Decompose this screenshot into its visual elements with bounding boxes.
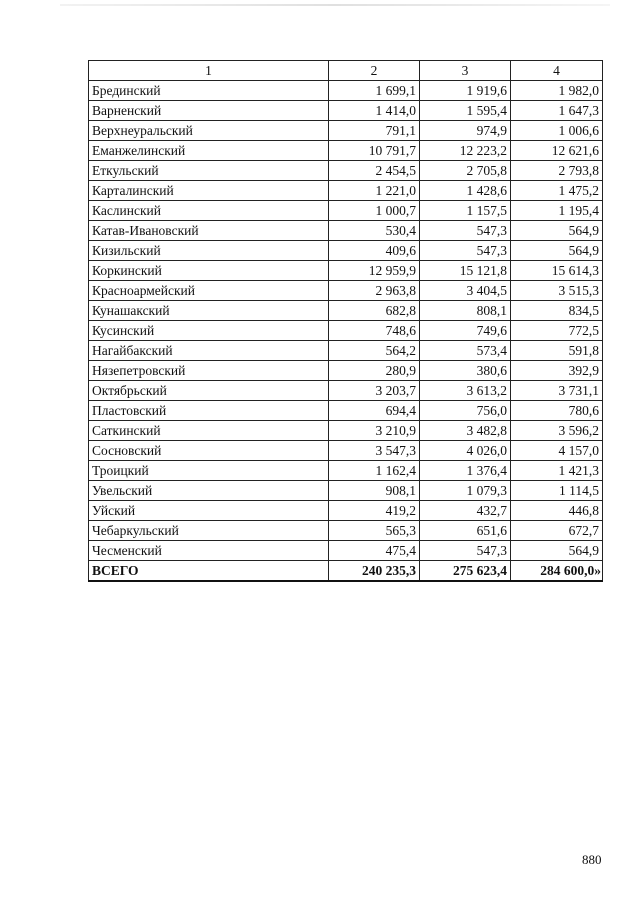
value-cell-col-4: 564,9 <box>511 221 603 241</box>
value-cell-col-3: 1 376,4 <box>420 461 511 481</box>
value-cell-col-2: 530,4 <box>329 221 420 241</box>
value-cell-col-4: 1 647,3 <box>511 101 603 121</box>
value-cell-col-2: 280,9 <box>329 361 420 381</box>
value-cell-col-3: 4 026,0 <box>420 441 511 461</box>
value-cell-col-4: 1 421,3 <box>511 461 603 481</box>
value-cell-col-3: 2 705,8 <box>420 161 511 181</box>
value-cell-col-4: 1 195,4 <box>511 201 603 221</box>
value-cell-col-4: 564,9 <box>511 241 603 261</box>
table-row <box>89 221 603 241</box>
value-cell-col-4: 1 114,5 <box>511 481 603 501</box>
table-row <box>89 341 603 361</box>
scan-top-edge <box>60 4 610 6</box>
value-cell-col-2: 1 699,1 <box>329 81 420 101</box>
value-cell-col-2: 2 963,8 <box>329 281 420 301</box>
table-row <box>89 361 603 381</box>
table-row <box>89 241 603 261</box>
value-cell-col-4: 3 731,1 <box>511 381 603 401</box>
budget-table-container <box>88 60 603 582</box>
value-cell-col-3: 12 223,2 <box>420 141 511 161</box>
value-cell-col-3: 808,1 <box>420 301 511 321</box>
value-cell-col-4: 564,9 <box>511 541 603 561</box>
total-col-2: 240 235,3 <box>329 561 420 582</box>
value-cell-col-3: 573,4 <box>420 341 511 361</box>
value-cell-col-4: 12 621,6 <box>511 141 603 161</box>
district-name-cell: Увельский <box>89 481 329 501</box>
table-row <box>89 541 603 561</box>
table-row <box>89 481 603 501</box>
total-row <box>89 561 603 582</box>
district-name-cell: Кусинский <box>89 321 329 341</box>
value-cell-col-2: 3 210,9 <box>329 421 420 441</box>
district-name-cell: Пластовский <box>89 401 329 421</box>
value-cell-col-2: 3 203,7 <box>329 381 420 401</box>
value-cell-col-4: 1 475,2 <box>511 181 603 201</box>
table-row <box>89 101 603 121</box>
table-row <box>89 141 603 161</box>
value-cell-col-4: 672,7 <box>511 521 603 541</box>
column-header-1: 1 <box>89 61 329 81</box>
value-cell-col-2: 419,2 <box>329 501 420 521</box>
value-cell-col-3: 547,3 <box>420 221 511 241</box>
table-row <box>89 461 603 481</box>
district-name-cell: Нязепетровский <box>89 361 329 381</box>
table-row <box>89 421 603 441</box>
district-name-cell: Чебаркульский <box>89 521 329 541</box>
value-cell-col-3: 749,6 <box>420 321 511 341</box>
district-name-cell: Октябрьский <box>89 381 329 401</box>
district-name-cell: Варненский <box>89 101 329 121</box>
value-cell-col-3: 1 157,5 <box>420 201 511 221</box>
value-cell-col-3: 1 919,6 <box>420 81 511 101</box>
value-cell-col-2: 908,1 <box>329 481 420 501</box>
district-name-cell: Кунашакский <box>89 301 329 321</box>
value-cell-col-2: 694,4 <box>329 401 420 421</box>
value-cell-col-4: 4 157,0 <box>511 441 603 461</box>
value-cell-col-2: 564,2 <box>329 341 420 361</box>
column-header-3: 3 <box>420 61 511 81</box>
page-number: 880 <box>582 852 602 867</box>
value-cell-col-2: 1 162,4 <box>329 461 420 481</box>
value-cell-col-4: 2 793,8 <box>511 161 603 181</box>
table-row <box>89 161 603 181</box>
value-cell-col-4: 772,5 <box>511 321 603 341</box>
table-row <box>89 201 603 221</box>
district-name-cell: Кизильский <box>89 241 329 261</box>
value-cell-col-2: 409,6 <box>329 241 420 261</box>
value-cell-col-3: 547,3 <box>420 541 511 561</box>
value-cell-col-2: 10 791,7 <box>329 141 420 161</box>
district-name-cell: Катав-Ивановский <box>89 221 329 241</box>
value-cell-col-3: 3 613,2 <box>420 381 511 401</box>
value-cell-col-3: 974,9 <box>420 121 511 141</box>
value-cell-col-4: 1 006,6 <box>511 121 603 141</box>
value-cell-col-2: 1 414,0 <box>329 101 420 121</box>
district-name-cell: Уйский <box>89 501 329 521</box>
district-name-cell: Троицкий <box>89 461 329 481</box>
column-header-4: 4 <box>511 61 603 81</box>
value-cell-col-2: 2 454,5 <box>329 161 420 181</box>
table-row <box>89 521 603 541</box>
district-name-cell: Брединский <box>89 81 329 101</box>
district-name-cell: Чесменский <box>89 541 329 561</box>
value-cell-col-3: 1 595,4 <box>420 101 511 121</box>
district-name-cell: Красноармейский <box>89 281 329 301</box>
district-name-cell: Еткульский <box>89 161 329 181</box>
budget-table <box>88 60 603 582</box>
table-row <box>89 501 603 521</box>
table-row <box>89 261 603 281</box>
value-cell-col-4: 392,9 <box>511 361 603 381</box>
table-row <box>89 121 603 141</box>
value-cell-col-3: 756,0 <box>420 401 511 421</box>
value-cell-col-2: 3 547,3 <box>329 441 420 461</box>
district-name-cell: Нагайбакский <box>89 341 329 361</box>
district-name-cell: Карталинский <box>89 181 329 201</box>
value-cell-col-3: 15 121,8 <box>420 261 511 281</box>
value-cell-col-3: 380,6 <box>420 361 511 381</box>
table-row <box>89 321 603 341</box>
value-cell-col-4: 15 614,3 <box>511 261 603 281</box>
column-header-2: 2 <box>329 61 420 81</box>
table-row <box>89 281 603 301</box>
table-row <box>89 381 603 401</box>
table-row <box>89 81 603 101</box>
value-cell-col-4: 1 982,0 <box>511 81 603 101</box>
value-cell-col-2: 1 000,7 <box>329 201 420 221</box>
value-cell-col-3: 651,6 <box>420 521 511 541</box>
value-cell-col-4: 780,6 <box>511 401 603 421</box>
table-row <box>89 301 603 321</box>
value-cell-col-4: 3 515,3 <box>511 281 603 301</box>
value-cell-col-2: 12 959,9 <box>329 261 420 281</box>
value-cell-col-3: 3 404,5 <box>420 281 511 301</box>
value-cell-col-4: 3 596,2 <box>511 421 603 441</box>
value-cell-col-2: 791,1 <box>329 121 420 141</box>
table-header-row <box>89 61 603 81</box>
value-cell-col-2: 682,8 <box>329 301 420 321</box>
value-cell-col-4: 834,5 <box>511 301 603 321</box>
table-row <box>89 401 603 421</box>
value-cell-col-2: 565,3 <box>329 521 420 541</box>
value-cell-col-3: 547,3 <box>420 241 511 261</box>
value-cell-col-2: 1 221,0 <box>329 181 420 201</box>
district-name-cell: Еманжелинский <box>89 141 329 161</box>
value-cell-col-3: 3 482,8 <box>420 421 511 441</box>
table-row <box>89 181 603 201</box>
table-body <box>89 81 603 561</box>
district-name-cell: Коркинский <box>89 261 329 281</box>
district-name-cell: Сосновский <box>89 441 329 461</box>
value-cell-col-4: 591,8 <box>511 341 603 361</box>
value-cell-col-4: 446,8 <box>511 501 603 521</box>
value-cell-col-2: 475,4 <box>329 541 420 561</box>
value-cell-col-3: 1 428,6 <box>420 181 511 201</box>
table-row <box>89 441 603 461</box>
total-col-4: 284 600,0» <box>511 561 603 582</box>
total-col-3: 275 623,4 <box>420 561 511 582</box>
district-name-cell: Верхнеуральский <box>89 121 329 141</box>
district-name-cell: Саткинский <box>89 421 329 441</box>
value-cell-col-2: 748,6 <box>329 321 420 341</box>
value-cell-col-3: 432,7 <box>420 501 511 521</box>
district-name-cell: Каслинский <box>89 201 329 221</box>
value-cell-col-3: 1 079,3 <box>420 481 511 501</box>
total-label: ВСЕГО <box>89 561 329 582</box>
